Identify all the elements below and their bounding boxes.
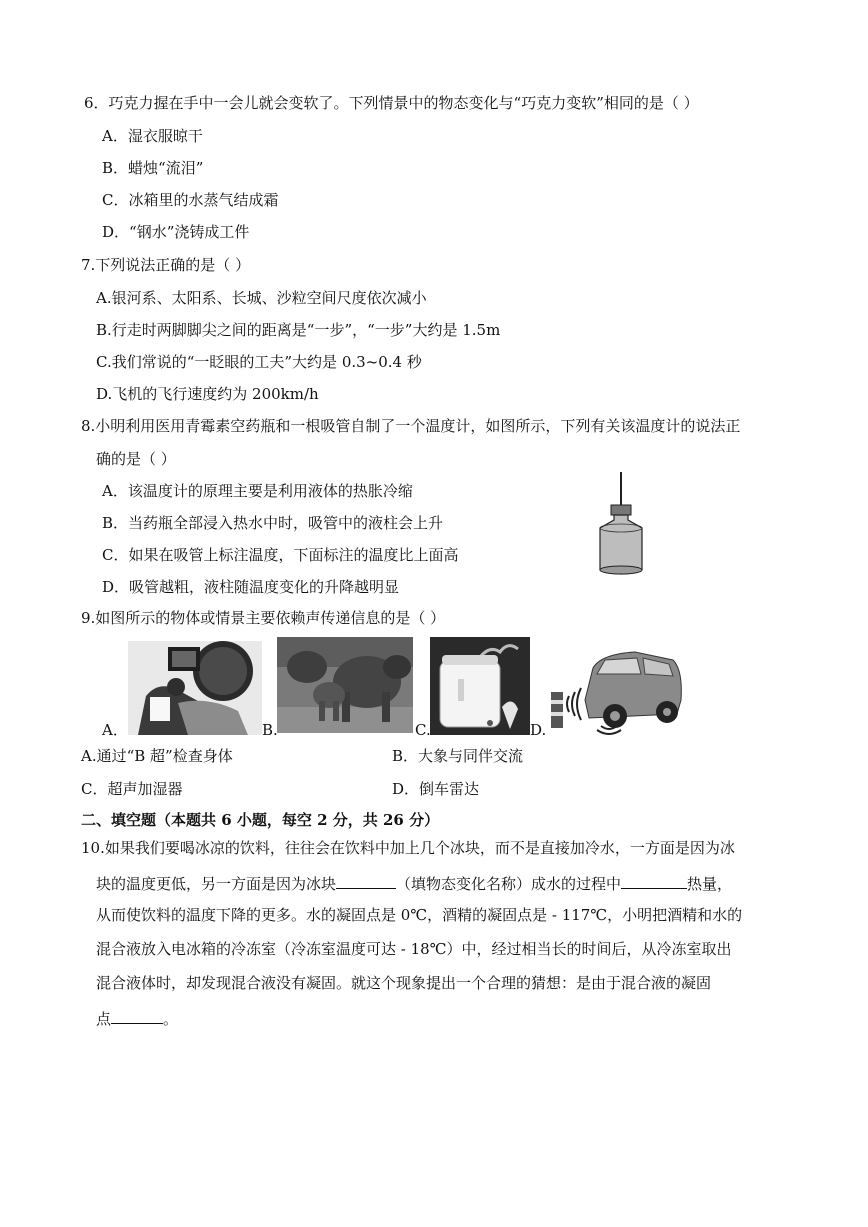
section2-heading: 二、填空题（本题共 6 小题，每空 2 分，共 26 分） <box>81 811 440 829</box>
q9-image-c <box>430 637 530 735</box>
q8-option-a: A．该温度计的原理主要是利用液体的热胀冷缩 <box>102 482 413 500</box>
q6-option-b: B．蜡烛“流泪” <box>102 159 204 177</box>
q9-image-letter-b: B. <box>262 721 278 739</box>
q10-line2 <box>96 872 732 894</box>
q9-image-d <box>545 640 685 736</box>
q9-image-a <box>128 641 262 735</box>
q10-line2-part-a: 块的温度更低，另一方面是因为冰块 <box>96 875 337 893</box>
q9-option-c: C．超声加湿器 <box>81 780 183 798</box>
q10-line1: 10.如果我们要喝冰凉的饮料，往往会在饮料中加上几个冰块，而不是直接加冷水，一方面是因为冰 <box>81 839 735 857</box>
q9-option-d: D．倒车雷达 <box>392 780 480 798</box>
q8-stem-line1: 8.小明利用医用青霉素空药瓶和一根吸管自制了一个温度计，如图所示，下列有关该温度计的说法正 <box>81 417 741 435</box>
q10-line6-part-a: 点 <box>96 1010 112 1028</box>
thermometer-bottle-figure <box>590 470 650 580</box>
q9-image-letter-a: A． <box>102 721 128 739</box>
q10-line2-part-c: 热量， <box>687 875 733 893</box>
q10-blank-3[interactable] <box>111 1007 163 1024</box>
q7-option-a: A.银河系、太阳系、长城、沙粒空间尺度依次减小 <box>96 289 427 307</box>
q7-stem: 7.下列说法正确的是（ ） <box>81 256 251 274</box>
q9-image-letter-c: C. <box>415 721 431 739</box>
q10-line3: 从而使饮料的温度下降的更多。水的凝固点是 0℃，酒精的凝固点是 - 117℃，小明把酒精和水的 <box>96 906 743 924</box>
q9-option-a: A.通过“B 超”检查身体 <box>81 747 233 765</box>
q8-option-c: C．如果在吸管上标注温度，下面标注的温度比上面高 <box>102 546 459 564</box>
q10-line5: 混合液体时，却发现混合液没有凝固。就这个现象提出一个合理的猜想：是由于混合液的凝固 <box>96 974 712 992</box>
q6-option-c: C．冰箱里的水蒸气结成霜 <box>102 191 279 209</box>
q6-option-d: D．“钢水”浇铸成工件 <box>102 223 250 241</box>
q10-line6 <box>96 1007 178 1029</box>
q6-stem: 6．巧克力握在手中一会儿就会变软了。下列情景中的物态变化与“巧克力变软”相同的是（ ） <box>84 94 699 112</box>
q10-line2-part-b: （填物态变化名称）成水的过程中 <box>396 875 622 893</box>
q10-blank-1[interactable] <box>336 872 396 889</box>
q7-option-d: D.飞机的飞行速度约为 200km/h <box>96 385 319 403</box>
q10-blank-2[interactable] <box>621 872 687 889</box>
q7-option-c: C.我们常说的“一眨眼的工夫”大约是 0.3~0.4 秒 <box>96 353 422 371</box>
q8-option-d: D．吸管越粗，液柱随温度变化的升降越明显 <box>102 578 400 596</box>
q10-line4: 混合液放入电冰箱的冷冻室（冷冻室温度可达 - 18℃）中，经过相当长的时间后，从冷冻室取出 <box>96 940 732 958</box>
q10-line6-part-b: 。 <box>163 1010 179 1028</box>
q8-stem-line2: 确的是（ ） <box>96 450 176 468</box>
q8-option-b: B．当药瓶全部浸入热水中时，吸管中的液柱会上升 <box>102 514 444 532</box>
q9-option-b: B．大象与同伴交流 <box>392 747 524 765</box>
q6-option-a: A．湿衣服晾干 <box>102 127 203 145</box>
q9-image-letter-d: D. <box>530 721 547 739</box>
q9-image-b <box>277 637 413 733</box>
q9-stem: 9.如图所示的物体或情景主要依赖声传递信息的是（ ） <box>81 609 446 627</box>
q7-option-b: B.行走时两脚脚尖之间的距离是“一步”，“一步”大约是 1.5m <box>96 321 501 339</box>
